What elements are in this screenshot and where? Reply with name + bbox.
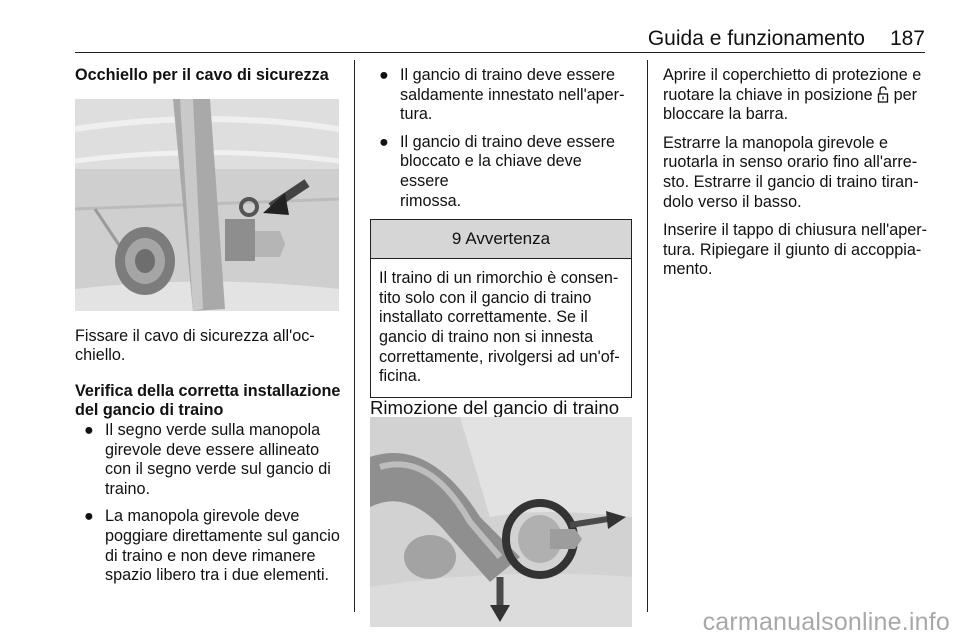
watermark: carmanualsonline.info — [702, 608, 950, 636]
verifica-heading: Verifica della corretta installazione — [75, 381, 341, 400]
bullet-line: con il segno verde sul gancio di — [105, 460, 331, 479]
warning-line: ficina. — [379, 367, 422, 386]
page-number: 187 — [889, 27, 925, 50]
bullet-icon: ● — [379, 66, 389, 84]
warning-header — [371, 220, 631, 259]
bullet-line: poggiare direttamente sul gancio — [105, 526, 340, 545]
warning-icon: 9 — [451, 229, 462, 249]
section-title: Rimozione del gancio di traino — [370, 396, 620, 418]
warning-line: tito solo con il gancio di traino — [379, 288, 592, 307]
removal-photo — [370, 417, 632, 627]
bullet-line: girevole deve essere allineato — [105, 440, 320, 459]
bullet-line: saldamente innestato nell'aper- — [400, 85, 625, 104]
paragraph-line: dolo verso il basso. — [663, 192, 802, 211]
text-fragment: per — [889, 85, 918, 104]
fissare-line: chiello. — [75, 346, 126, 365]
bullet-line: La manopola girevole deve — [105, 507, 300, 526]
bullet-line: spazio libero tra i due elementi. — [105, 566, 330, 585]
warning-title: Avvertenza — [465, 229, 551, 249]
bullet-icon: ● — [84, 507, 94, 526]
list-item — [370, 133, 632, 211]
list-item — [75, 421, 345, 499]
bullet-line: tura. — [400, 105, 433, 124]
column-middle — [370, 60, 632, 627]
bullet-line: Il segno verde sulla manopola — [105, 420, 321, 439]
bullet-line: Il gancio di traino deve essere — [400, 132, 616, 151]
bullet-line: bloccato e la chiave deve essere — [400, 152, 582, 190]
list-item — [75, 507, 345, 585]
verifica-bullets — [75, 421, 345, 586]
bullet-icon: ● — [379, 132, 389, 151]
warning-body — [371, 259, 631, 397]
paragraph-line: ruotarla in senso orario fino all'arre- — [663, 153, 918, 172]
paragraph-line: sto. Estrarre il gancio di traino tiran- — [663, 172, 919, 191]
warning-line: installato correttamente. Se il — [379, 308, 588, 327]
padlock-open-icon — [877, 86, 889, 103]
paragraph-line: Estrarre la manopola girevole e — [663, 133, 888, 152]
fissare-line: Fissare il cavo di sicurezza all'oc- — [75, 326, 315, 345]
safety-cable-eyelet-heading: Occhiello per il cavo di sicurezza — [75, 66, 329, 84]
paragraph-line: Aprire il coperchietto di protezione e — [663, 66, 922, 84]
bullet-line: rimossa. — [400, 191, 462, 210]
running-title: Guida e funzionamento — [647, 27, 865, 50]
bullet-icon: ● — [84, 420, 94, 439]
eyelet-photo — [75, 99, 339, 311]
page-header — [75, 22, 925, 52]
installation-bullets — [370, 66, 632, 211]
column-left — [75, 60, 345, 594]
column-right — [663, 60, 928, 280]
column-divider — [354, 60, 355, 612]
bullet-line: Il gancio di traino deve essere — [400, 66, 616, 84]
warning-line: Il traino di un rimorchio è consen- — [379, 269, 619, 288]
paragraph-line: bloccare la barra. — [663, 105, 789, 124]
paragraph-line: mento. — [663, 260, 713, 279]
warning-line: correttamente, rivolgersi ad un'of- — [379, 347, 620, 366]
paragraph-line — [663, 86, 928, 106]
paragraph-line: Inserire il tappo di chiusura nell'aper- — [663, 221, 928, 240]
warning-line: gancio di traino non si innesta — [379, 327, 594, 346]
text-fragment: ruotare la chiave in posizione — [663, 85, 878, 104]
header-rule — [75, 52, 925, 53]
bullet-line: di traino e non deve rimanere — [105, 546, 316, 565]
bullet-line: traino. — [105, 479, 150, 498]
list-item — [370, 66, 632, 125]
paragraph-line: tura. Ripiegare il giunto di accoppia- — [663, 240, 922, 259]
verifica-heading: del gancio di traino — [75, 401, 224, 420]
column-divider — [647, 60, 648, 612]
warning-box — [370, 219, 632, 398]
